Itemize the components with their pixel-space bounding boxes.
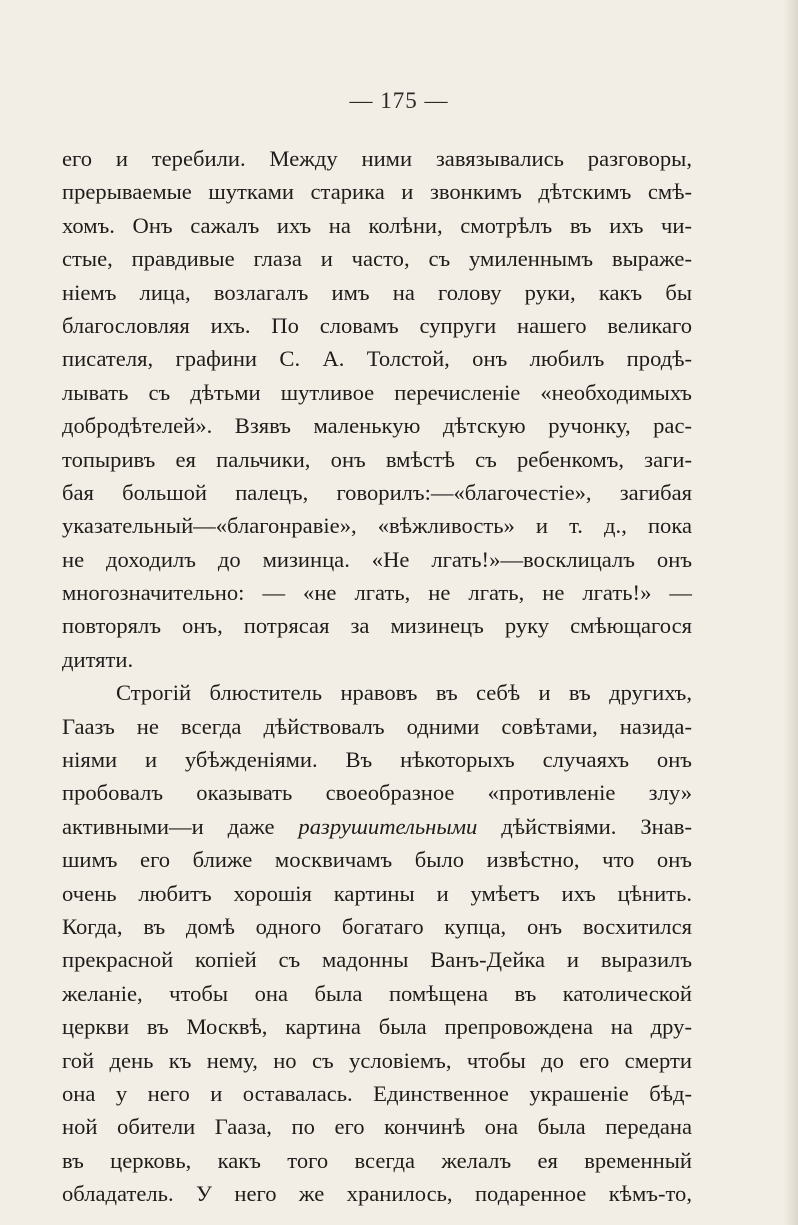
text-line: не доходилъ до мизинца. «Не лгать!»—восклицалъ онъ [62,546,692,572]
text-line: его и теребили. Между ними завязывались разговоры, [62,146,692,171]
text-line: бая большой палецъ, говорилъ:—«благочестіе», загибая [62,479,692,505]
text-line: лывать съ дѣтьми шутливое перечисленіе «необходимыхъ [62,379,692,405]
page-number: — 175 — [349,88,449,113]
text-line: гой день къ нему, но съ условіемъ, чтобы до его смерти [62,1047,692,1073]
text-line: церкви въ Москвѣ, картина была препровождена на дру- [62,1014,692,1040]
text-line: Когда, въ домѣ одного богатаго купца, онъ восхитился [62,913,692,939]
page-edge-shadow [784,0,798,1225]
text-line: хомъ. Онъ сажалъ ихъ на колѣни, смотрѣлъ въ ихъ чи- [62,212,692,238]
text-line: желаніе, чтобы она была помѣщена въ католической [62,980,692,1006]
text-line: обладатель. У него же хранилось, подаренное кѣмъ-то, [62,1181,692,1207]
text-line: многозначительно: — «не лгать, не лгать, не лгать!» — [62,580,692,606]
text-line: пробовалъ оказывать своеобразное «противленіе злу» [62,780,692,806]
italic-word: разрушительными [298,813,478,839]
text-line-with-italic [62,810,692,843]
text-line: указательный—«благонравіе», «вѣжливость» и т. д., пока [62,513,692,539]
text-line: Гаазъ не всегда дѣйствовалъ одними совѣтами, назида- [62,713,692,739]
text-fragment: дѣйствіями. Знав- [477,813,692,839]
text-line: добродѣтелей». Взявъ маленькую дѣтскую ручонку, рас- [62,413,692,439]
text-line: ной обители Гааза, по его кончинѣ она была передана [62,1114,692,1140]
paragraph-first-line: Строгій блюститель нравовъ въ себѣ и въ другихъ, [116,680,692,706]
text-line: стые, правдивые глаза и часто, съ умиленнымъ выраже- [62,246,692,272]
text-line: шимъ его ближе москвичамъ было извѣстно, что онъ [62,847,692,873]
text-line: писателя, графини С. А. Толстой, онъ любилъ продѣ- [62,346,692,372]
text-line: прерываемые шутками старика и звонкимъ дѣтскимъ смѣ- [62,179,692,205]
text-line: ніями и убѣжденіями. Въ нѣкоторыхъ случаяхъ онъ [62,747,692,773]
text-line: топыривъ ея пальчики, онъ вмѣстѣ съ ребенкомъ, заги- [62,446,692,472]
text-line: дитяти. [62,646,134,672]
text-fragment: активными—и даже [62,813,299,839]
text-line: очень любитъ хорошія картины и умѣетъ ихъ цѣнить. [62,880,692,906]
body-text [62,142,692,1211]
text-line: благословляя ихъ. По словамъ супруги нашего великаго [62,312,692,338]
text-line: прекрасной копіей съ мадонны Ванъ-Дейка и выразилъ [62,947,692,973]
text-line: она у него и оставалась. Единственное украшеніе бѣд- [62,1080,692,1106]
text-line: въ церковь, какъ того всегда желалъ ея временный [62,1147,692,1173]
text-line: ніемъ лица, возлагалъ имъ на голову руки, какъ бы [62,279,692,305]
text-line: повторялъ онъ, потрясая за мизинецъ руку смѣющагося [62,613,692,639]
